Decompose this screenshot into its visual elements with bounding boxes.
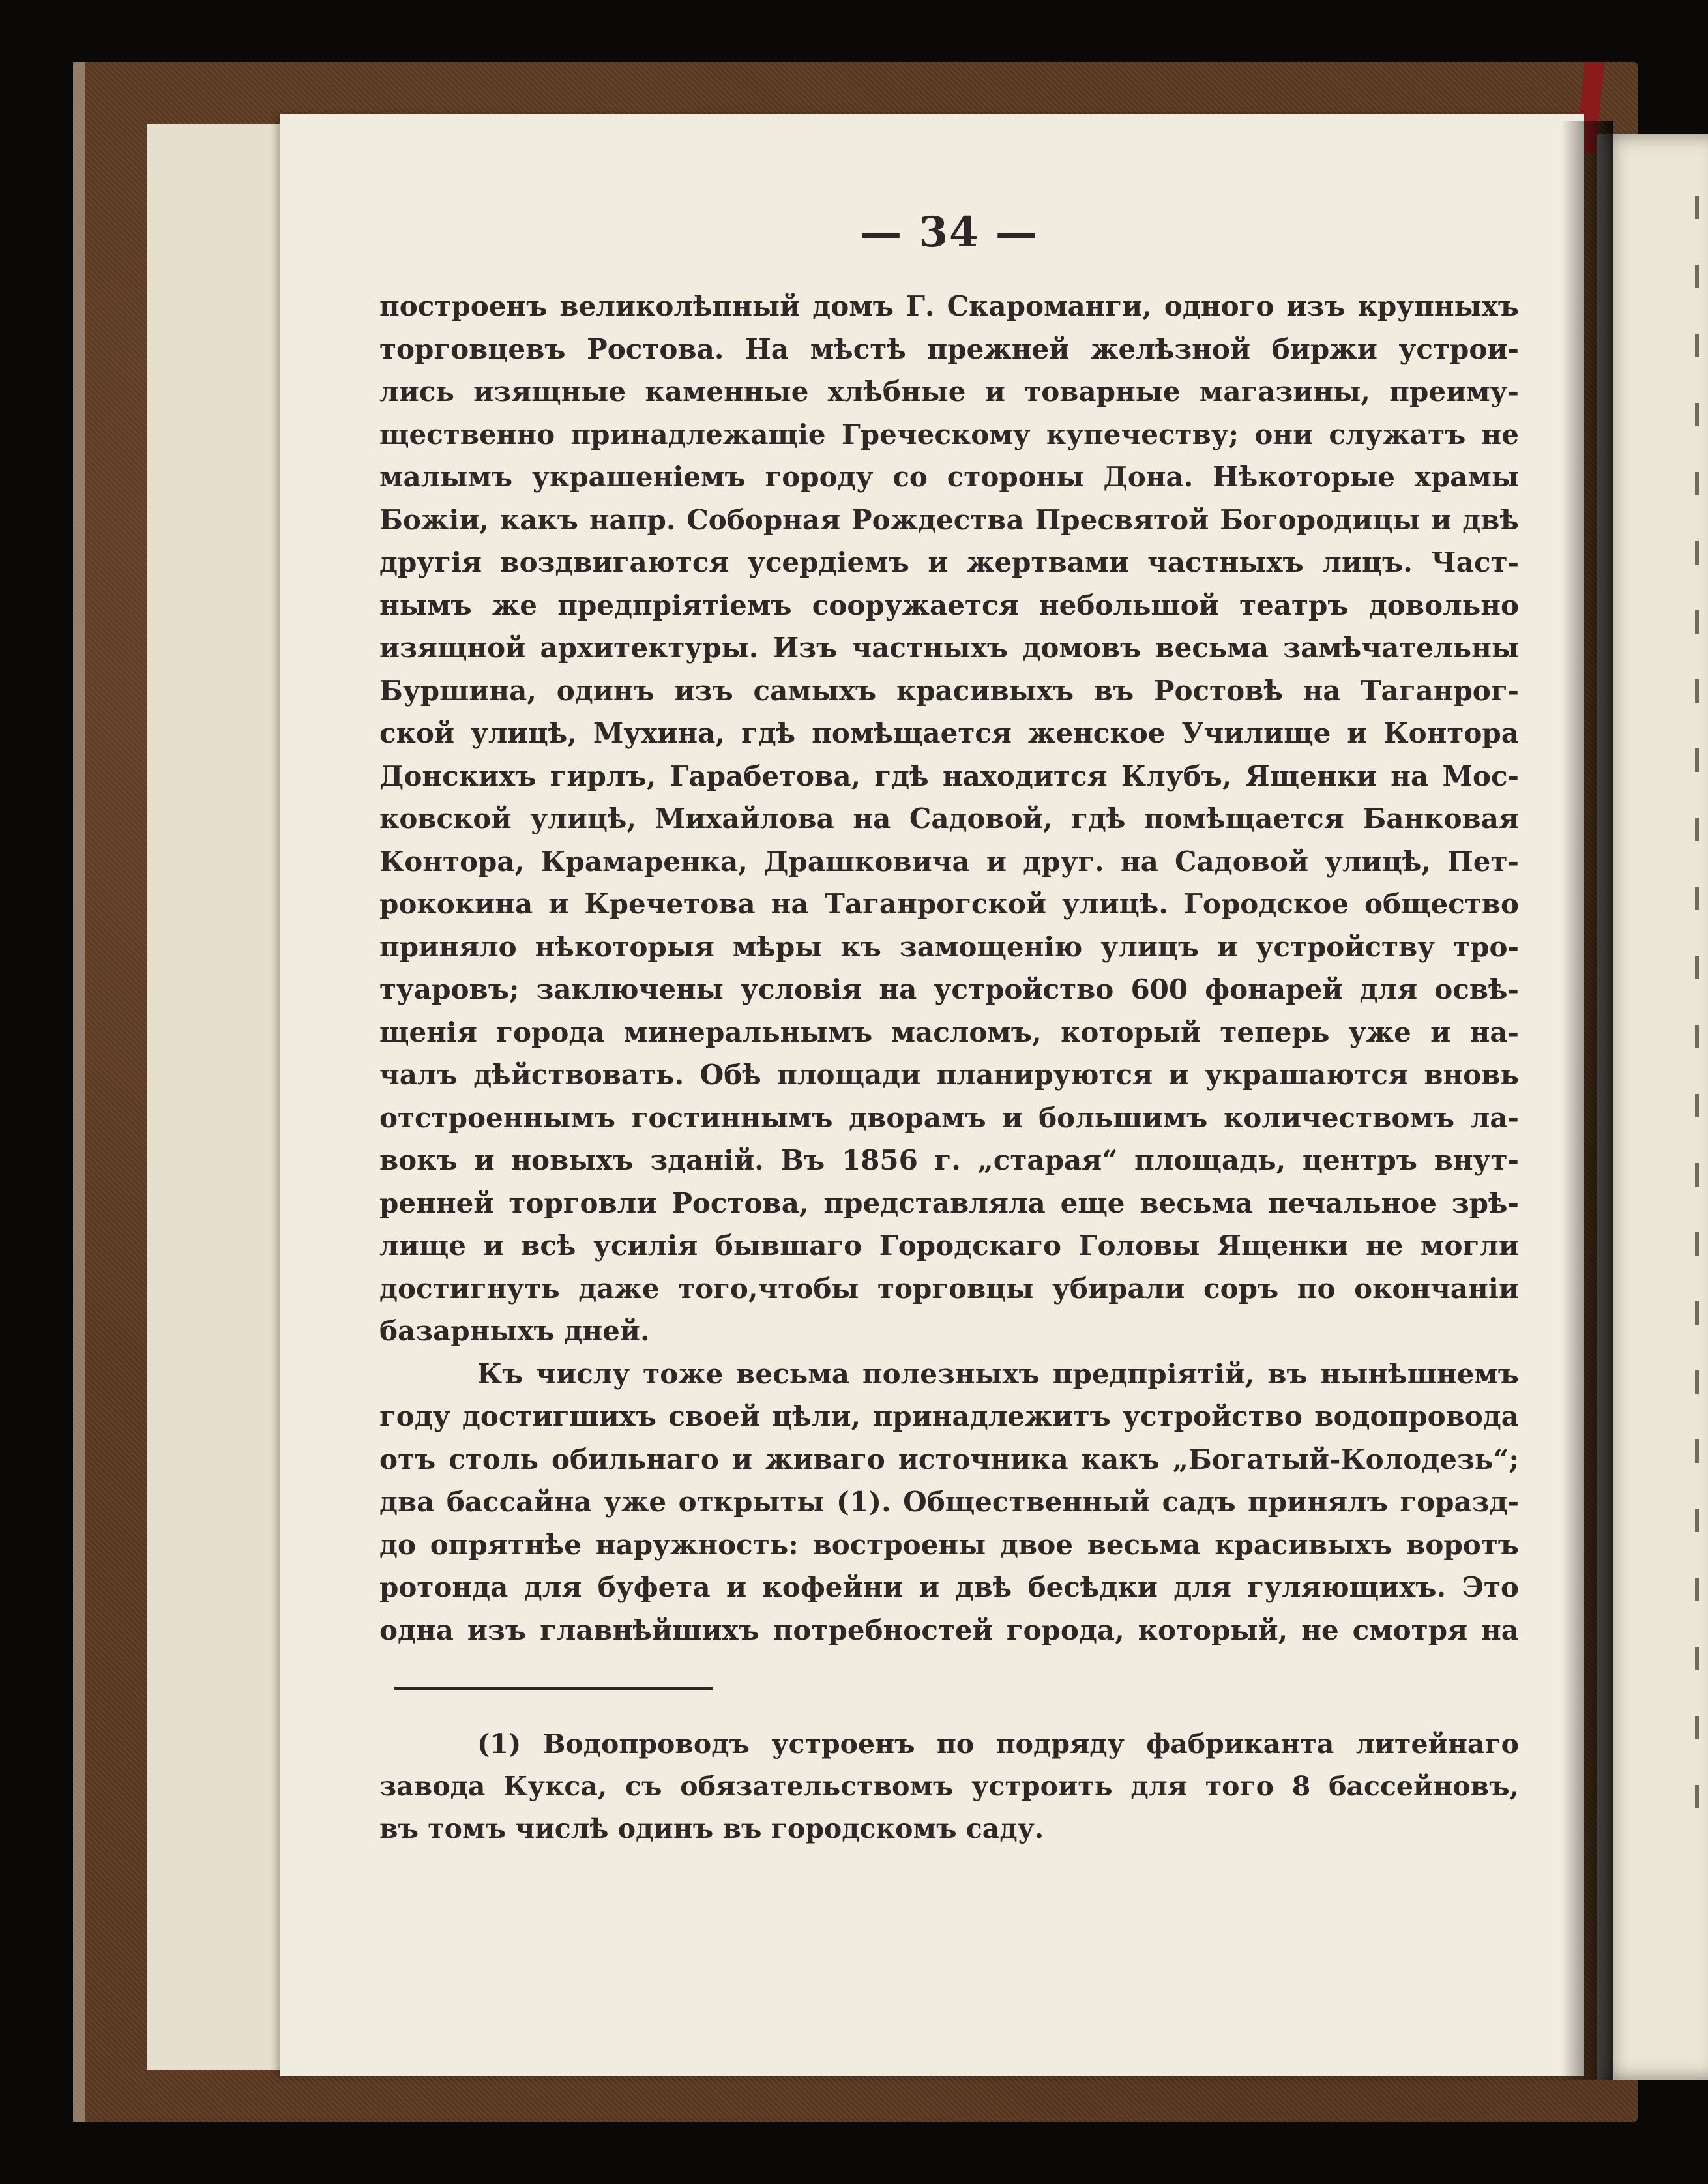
text-line: достигнуть даже того,чтобы торговцы убирали соръ по окончаніи bbox=[379, 1272, 1519, 1305]
text-line: Божіи, какъ напр. Соборная Рождества Пресвятой Богородицы и двѣ bbox=[379, 503, 1519, 536]
text-line: изящной архитектуры. Изъ частныхъ домовъ весьма замѣчательны bbox=[379, 632, 1519, 664]
text-line: Контора, Крамаренка, Драшковича и друг. на Садовой улицѣ, Пет- bbox=[379, 845, 1519, 878]
text-line: туаровъ; заключены условія на устройство 600 фонарей для освѣ- bbox=[379, 973, 1519, 1005]
gutter-shadow bbox=[1561, 121, 1613, 2080]
text-line: вокъ и новыхъ зданій. Въ 1856 г. „старая“ площадь, центръ внут- bbox=[379, 1144, 1519, 1176]
text-line: Донскихъ гирлъ, Гарабетова, гдѣ находится Клубъ, Ященки на Мос- bbox=[379, 760, 1519, 792]
text-line: рококина и Кречетова на Таганрогской улицѣ. Городское общество bbox=[379, 888, 1519, 920]
text-line: приняло нѣкоторыя мѣры къ замощенію улицъ и устройству тро- bbox=[379, 930, 1519, 963]
text-line: торговцевъ Ростова. На мѣстѣ прежней желѣзной биржи устрои- bbox=[379, 332, 1519, 365]
text-line: чалъ дѣйствовать. Обѣ площади планируются и украшаются вновь bbox=[379, 1059, 1519, 1091]
text-line: отъ столь обильнаго и живаго источника какъ „Богатый-Колодезь“; bbox=[379, 1443, 1519, 1475]
text-line: базарныхъ дней. bbox=[379, 1315, 650, 1347]
text-line: Къ числу тоже весьма полезныхъ предпріятій, въ нынѣшнемъ bbox=[477, 1357, 1519, 1390]
body-text bbox=[379, 285, 1519, 1651]
text-line: до опрятнѣе наружность: вострoены двое весьма красивыхъ воротъ bbox=[379, 1528, 1519, 1561]
footnote bbox=[379, 1723, 1519, 1850]
cover-edge bbox=[73, 62, 85, 2122]
page-number: — 34 — bbox=[860, 208, 1038, 257]
text-line: ковской улицѣ, Михайлова на Садовой, гдѣ помѣщается Банковая bbox=[379, 803, 1519, 834]
footnote-line: (1) Водопроводъ устроенъ по подряду фабриканта литейнаго bbox=[477, 1728, 1519, 1760]
book-page bbox=[280, 114, 1584, 2076]
text-line: Буршина, одинъ изъ самыхъ красивыхъ въ Ростовѣ на Таганрог- bbox=[379, 674, 1519, 707]
text-line: щественно принадлежащіе Греческому купечеству; они служатъ не bbox=[379, 418, 1519, 450]
text-line: ренней торговли Ростова, представляла еще весьма печальное зрѣ- bbox=[379, 1187, 1519, 1219]
footnote-line: завода Кукса, съ обязательствомъ устроить для того 8 бассейновъ, bbox=[379, 1771, 1519, 1802]
facing-page bbox=[1597, 134, 1708, 2080]
text-line: нымъ же предпріятіемъ сооружается небольшой театръ довольно bbox=[379, 589, 1519, 621]
footnote-line: въ томъ числѣ одинъ въ городскомъ саду. bbox=[379, 1813, 1044, 1844]
text-line: одна изъ главнѣйшихъ потребностей города, который, не смотря на bbox=[379, 1614, 1519, 1646]
text-line: ротонда для буфета и кофейни и двѣ бесѣдки для гуляющихъ. Это bbox=[379, 1571, 1519, 1603]
page-content bbox=[379, 200, 1519, 1850]
text-line: лись изящные каменные хлѣбные и товарные магазины, преиму- bbox=[379, 376, 1519, 407]
facing-page-text-edges bbox=[1695, 196, 1708, 1956]
footnote-separator bbox=[394, 1687, 713, 1690]
text-line: отстроеннымъ гостиннымъ дворамъ и большимъ количествомъ ла- bbox=[379, 1101, 1519, 1134]
text-line: построенъ великолѣпный домъ Г. Скароманги, одного изъ крупныхъ bbox=[379, 290, 1519, 322]
text-line: другія воздвигаются усердіемъ и жертвами частныхъ лицъ. Част- bbox=[379, 546, 1519, 578]
text-line: ской улицѣ, Мухина, гдѣ помѣщается женское Училище и Контора bbox=[379, 717, 1519, 749]
text-line: году достигшихъ своей цѣли, принадлежитъ устройство водопровода bbox=[379, 1400, 1519, 1432]
text-line: два бассайна уже открыты (1). Общественный садъ принялъ горазд- bbox=[379, 1486, 1519, 1518]
text-line: лище и всѣ усилія бывшаго Городскаго Головы Ященки не могли bbox=[379, 1230, 1519, 1262]
text-line: щенія города минеральнымъ масломъ, который теперь уже и на- bbox=[379, 1016, 1519, 1048]
text-line: малымъ украшеніемъ городу со стороны Дона. Нѣкоторые храмы bbox=[379, 461, 1519, 493]
